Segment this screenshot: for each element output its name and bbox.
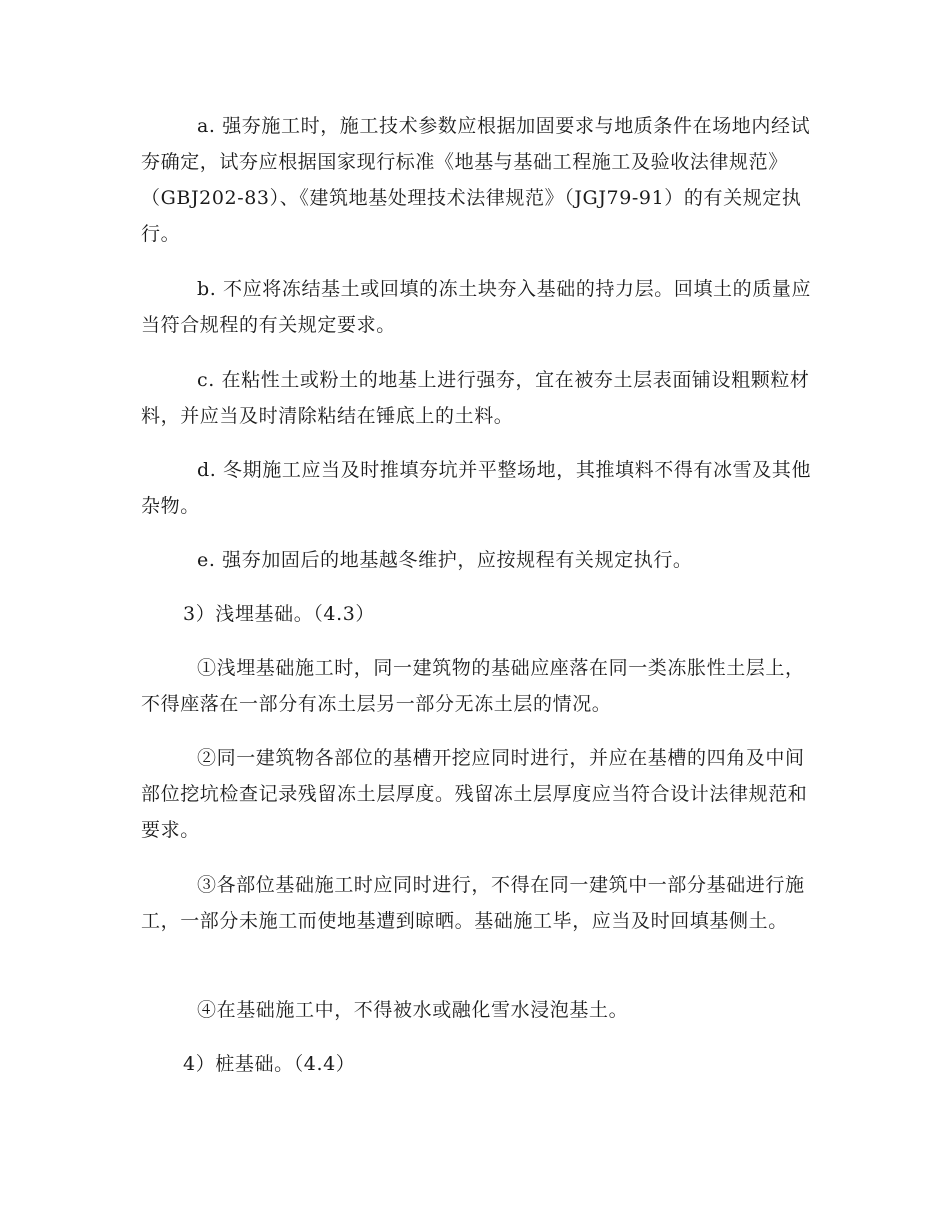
section-3-item-2: ②同一建筑物各部位的基槽开挖应同时进行，并应在基槽的四角及中间部位挖坑检查记录残留冻土层厚度。残留冻土层厚度应当符合设计法律规范和要求。 — [141, 747, 808, 841]
section-3-item-3: ③各部位基础施工时应同时进行，不得在同一建筑中一部分基础进行施工，一部分未施工而使地基遭到晾晒。基础施工毕，应当及时回填基侧土。 — [141, 874, 805, 932]
section-4-heading: 4）桩基础。（4.4） — [183, 1053, 356, 1075]
paragraph-a: a. 强夯施工时，施工技术参数应根据加固要求与地质条件在场地内经试夯确定，试夯应根据国家现行标准《地基与基础工程施工及验收法律规范》（GBJ202-83）、《建筑地基处理技术法律规范》（JGJ79-91）的有关规定执行。 — [141, 115, 811, 245]
paragraph-e: e. 强夯加固后的地基越冬维护，应按规程有关规定执行。 — [197, 549, 693, 571]
paragraph-d: d. 冬期施工应当及时推填夯坑并平整场地，其推填料不得有冰雪及其他杂物。 — [141, 459, 812, 517]
section-3-heading: 3）浅埋基础。（4.3） — [183, 603, 376, 625]
paragraph-c: c. 在粘性土或粉土的地基上进行强夯，宜在被夯土层表面铺设粗颗粒材料，并应当及时清除粘结在锤底上的土料。 — [141, 369, 810, 427]
paragraph-b: b. 不应将冻结基土或回填的冻土块夯入基础的持力层。回填土的质量应当符合规程的有关规定要求。 — [141, 278, 812, 336]
section-3-item-1: ①浅埋基础施工时，同一建筑物的基础应座落在同一类冻胀性土层上，不得座落在一部分有冻土层另一部分无冻土层的情况。 — [141, 657, 805, 715]
section-3-item-4: ④在基础施工中，不得被水或融化雪水浸泡基土。 — [197, 999, 629, 1021]
